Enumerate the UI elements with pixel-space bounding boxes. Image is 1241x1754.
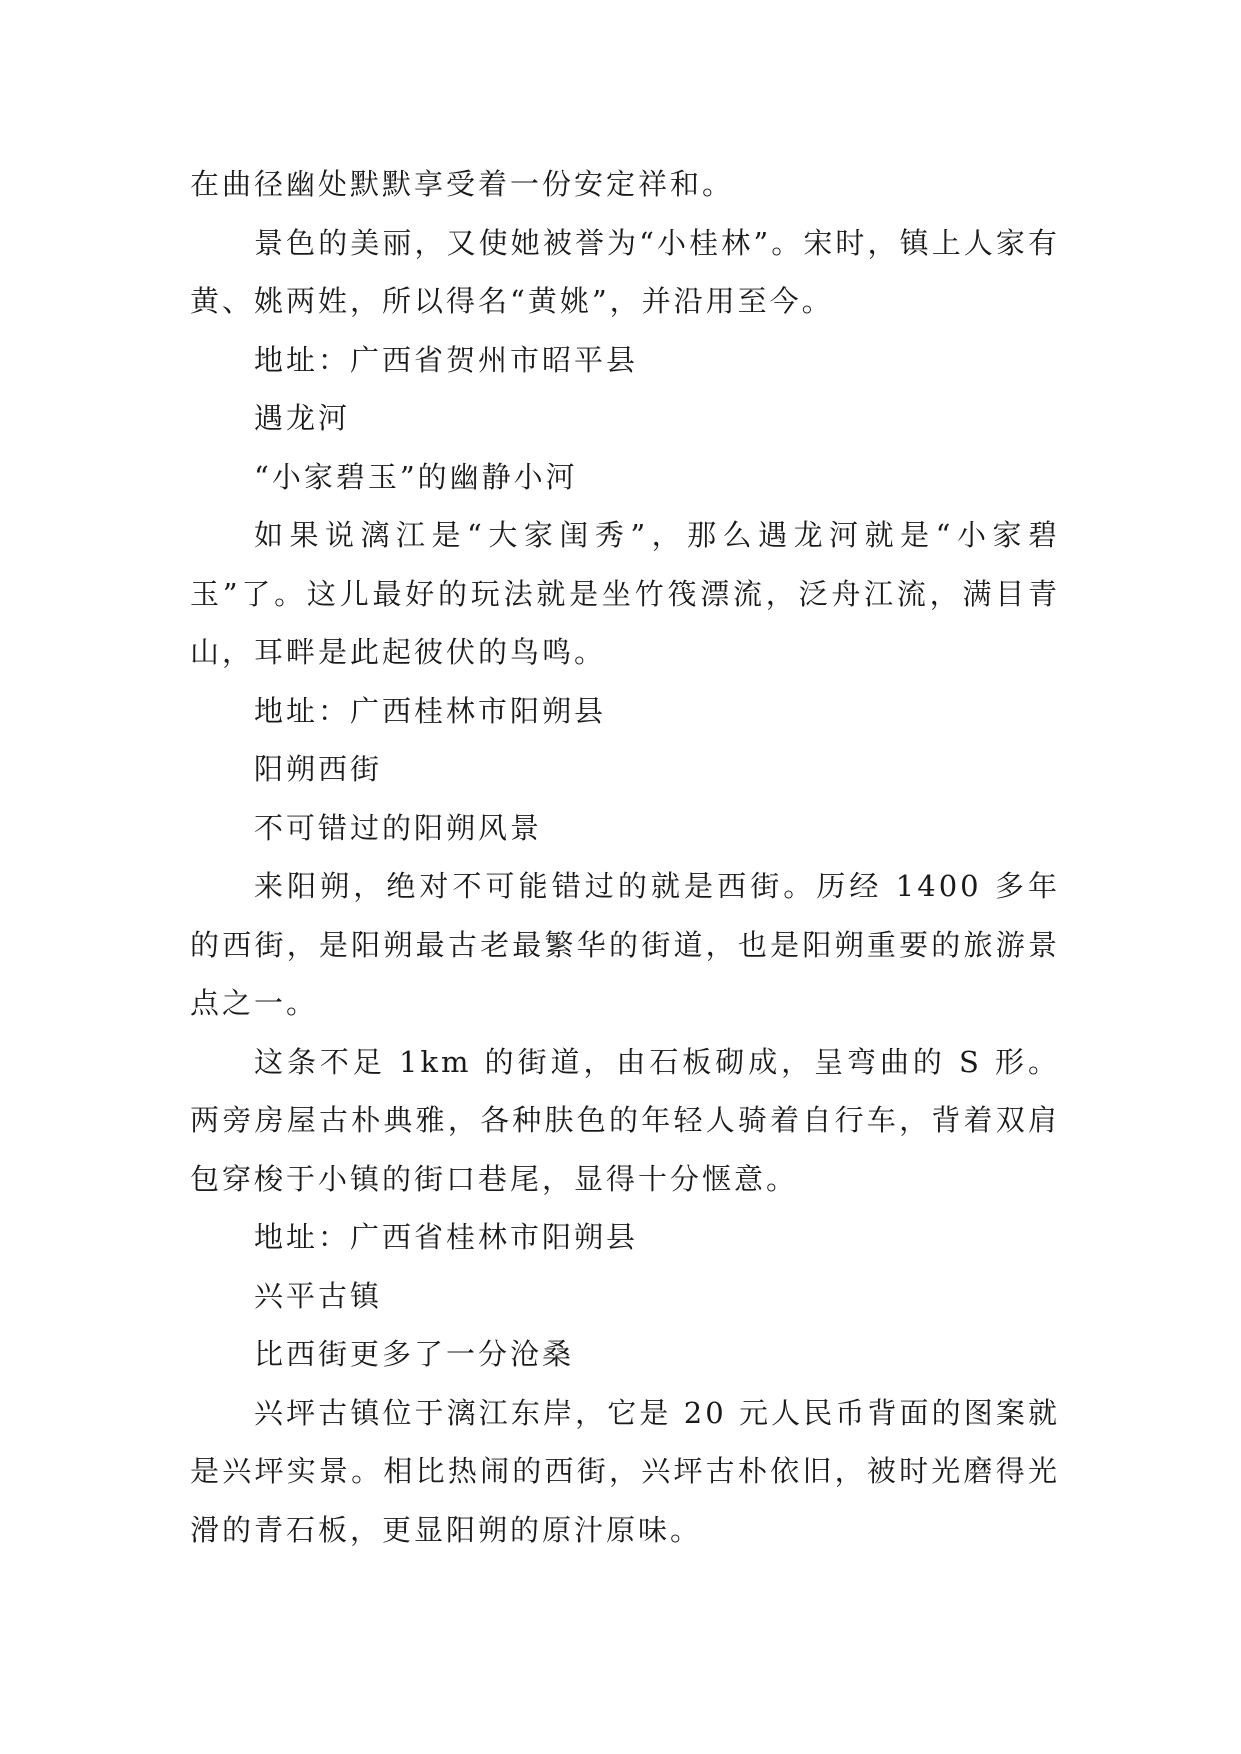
paragraph-xingping-town-description: 兴坪古镇位于漓江东岸，它是 20 元人民币背面的图案就是兴坪实景。相比热闹的西街，兴坪古朴依旧，被时光磨得光滑的青石板，更显阳朔的原汁原味。 — [190, 1395, 1060, 1547]
paragraph-huangyao-address: 地址：广西省贺州市昭平县 — [254, 342, 639, 377]
subheading-xingping-town: 比西街更多了一分沧桑 — [254, 1337, 575, 1371]
paragraph-intro-continuation: 在曲径幽处默默享受着一份安定祥和。 — [190, 167, 735, 201]
heading-xingping-town: 兴平古镇 — [254, 1278, 383, 1313]
paragraph-west-street-history: 来阳朔，绝对不可能错过的就是西街。历经 1400 多年的西街，是阳朔最古老最繁华的街道，也是阳朔重要的旅游景点之一。 — [190, 869, 1060, 1020]
heading-west-street: 阳朔西街 — [254, 752, 383, 786]
paragraph-west-street-address: 地址：广西省桂林市阳朔县 — [254, 1220, 639, 1254]
paragraph-west-street-description: 这条不足 1km 的街道，由石板砌成，呈弯曲的 S 形。两旁房屋古朴典雅，各种肤色的年轻人骑着自行车，背着双肩包穿梭于小镇的街口巷尾，显得十分惬意。 — [190, 1044, 1060, 1196]
heading-yulong-river: 遇龙河 — [254, 401, 351, 435]
subheading-yulong-river: “小家碧玉”的幽静小河 — [254, 459, 578, 494]
document-body — [190, 155, 1060, 1559]
subheading-west-street: 不可错过的阳朔风景 — [254, 810, 543, 845]
paragraph-yulong-river-description: 如果说漓江是“大家闺秀”，那么遇龙河就是“小家碧玉”了。这儿最好的玩法就是坐竹筏漂流，泛舟江流，满目青山，耳畔是此起彼伏的鸟鸣。 — [190, 518, 1060, 669]
paragraph-huangyao-description: 景色的美丽，又使她被誉为“小桂林”。宋时，镇上人家有黄、姚两姓，所以得名“黄姚”，并沿用至今。 — [190, 225, 1060, 318]
paragraph-yulong-river-address: 地址：广西桂林市阳朔县 — [254, 693, 607, 728]
